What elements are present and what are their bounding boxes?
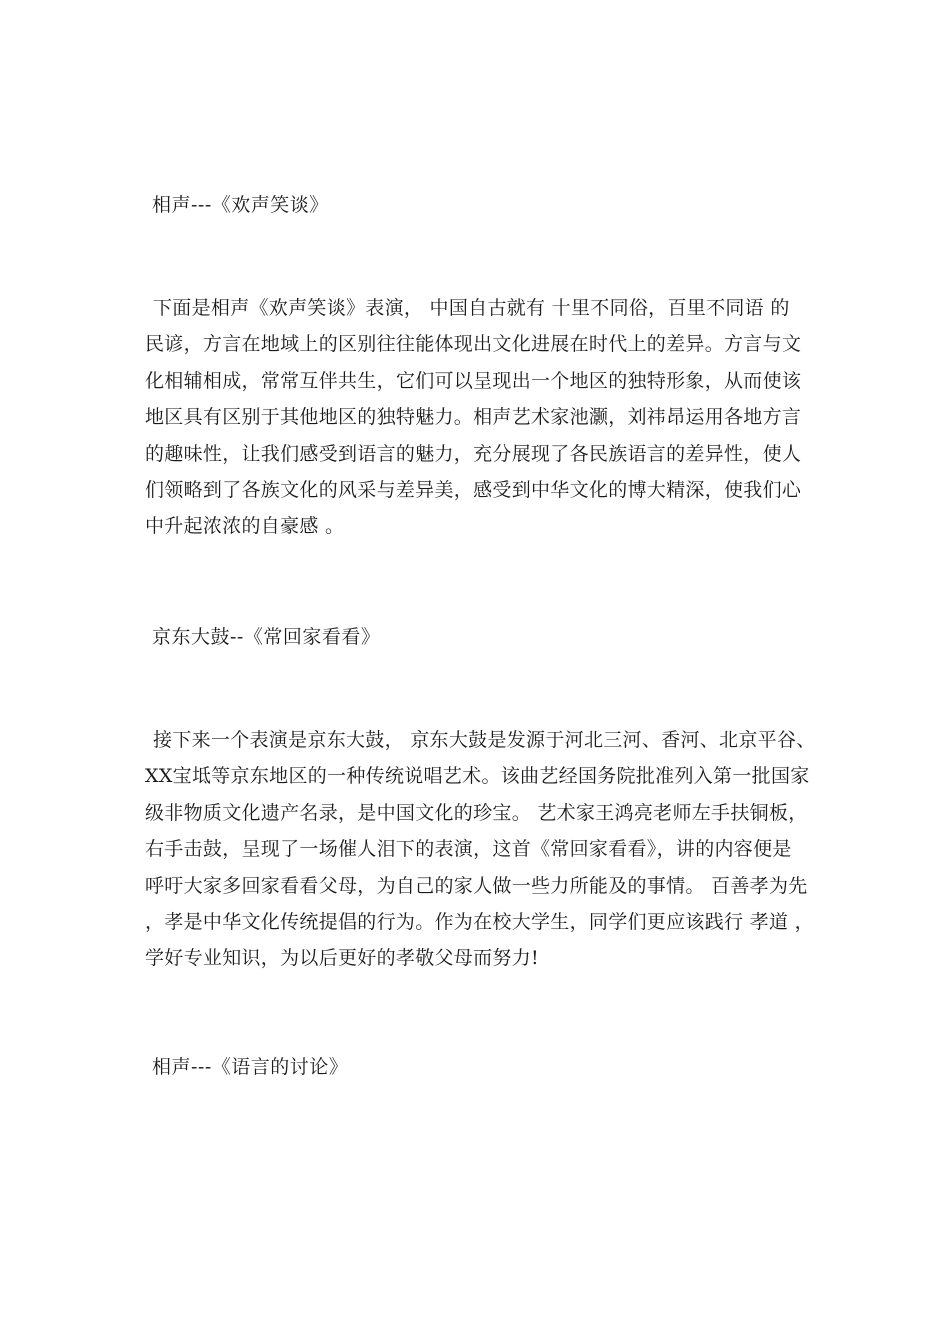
paragraph-line: 的趣味性，让我们感受到语言的魅力，充分展现了各民族语言的差异性，使人 — [145, 442, 802, 465]
paragraph-line: 学好专业知识，为以后更好的孝敬父母而努力! — [145, 947, 539, 970]
paragraph-line: 化相辅相成，常常互伴共生，它们可以呈现出一个地区的独特形象，从而使该 — [145, 369, 802, 392]
paragraph-line: 呼吁大家多回家看看父母，为自己的家人做一些力所能及的事情。 百善孝为先 — [145, 874, 808, 897]
section-heading-1: 相声---《欢声笑谈》 — [152, 194, 329, 216]
section-paragraph-2 — [145, 722, 816, 977]
paragraph-line: 地区具有区别于其他地区的独特魅力。相声艺术家池灏，刘祎昂运用各地方言 — [145, 406, 802, 429]
paragraph-line: 民谚，方言在地域上的区别往往能体现出文化进展在时代上的差异。方言与文 — [145, 333, 802, 356]
paragraph-line: 级非物质文化遗产名录，是中国文化的珍宝。 艺术家王鸿亮老师左手扶铜板， — [145, 801, 808, 824]
paragraph-line: 中升起浓浓的自豪感 。 — [145, 515, 345, 538]
paragraph-line: XX宝坻等京东地区的一种传统说唱艺术。该曲艺经国务院批准列入第一批国家 — [145, 765, 810, 788]
paragraph-line: 下面是相声《欢声笑谈》表演， 中国自古就有 十里不同俗，百里不同语 的 — [153, 297, 790, 319]
paragraph-line: 们领略到了各族文化的风采与差异美，感受到中华文化的博大精深，使我们心 — [145, 478, 802, 501]
paragraph-line: 右手击鼓，呈现了一场催人泪下的表演，这首《常回家看看》，讲的内容便是 — [145, 838, 792, 861]
paragraph-line: 接下来一个表演是京东大鼓， 京东大鼓是发源于河北三河、香河、北京平谷、 — [153, 729, 816, 751]
paragraph-line: ，孝是中华文化传统提倡的行为。作为在校大学生，同学们更应该践行 孝道 ， — [145, 910, 814, 933]
section-paragraph-1 — [145, 290, 810, 545]
section-heading-2: 京东大鼓--《常回家看看》 — [152, 626, 381, 648]
section-heading-3: 相声---《语言的讨论》 — [152, 1056, 349, 1078]
